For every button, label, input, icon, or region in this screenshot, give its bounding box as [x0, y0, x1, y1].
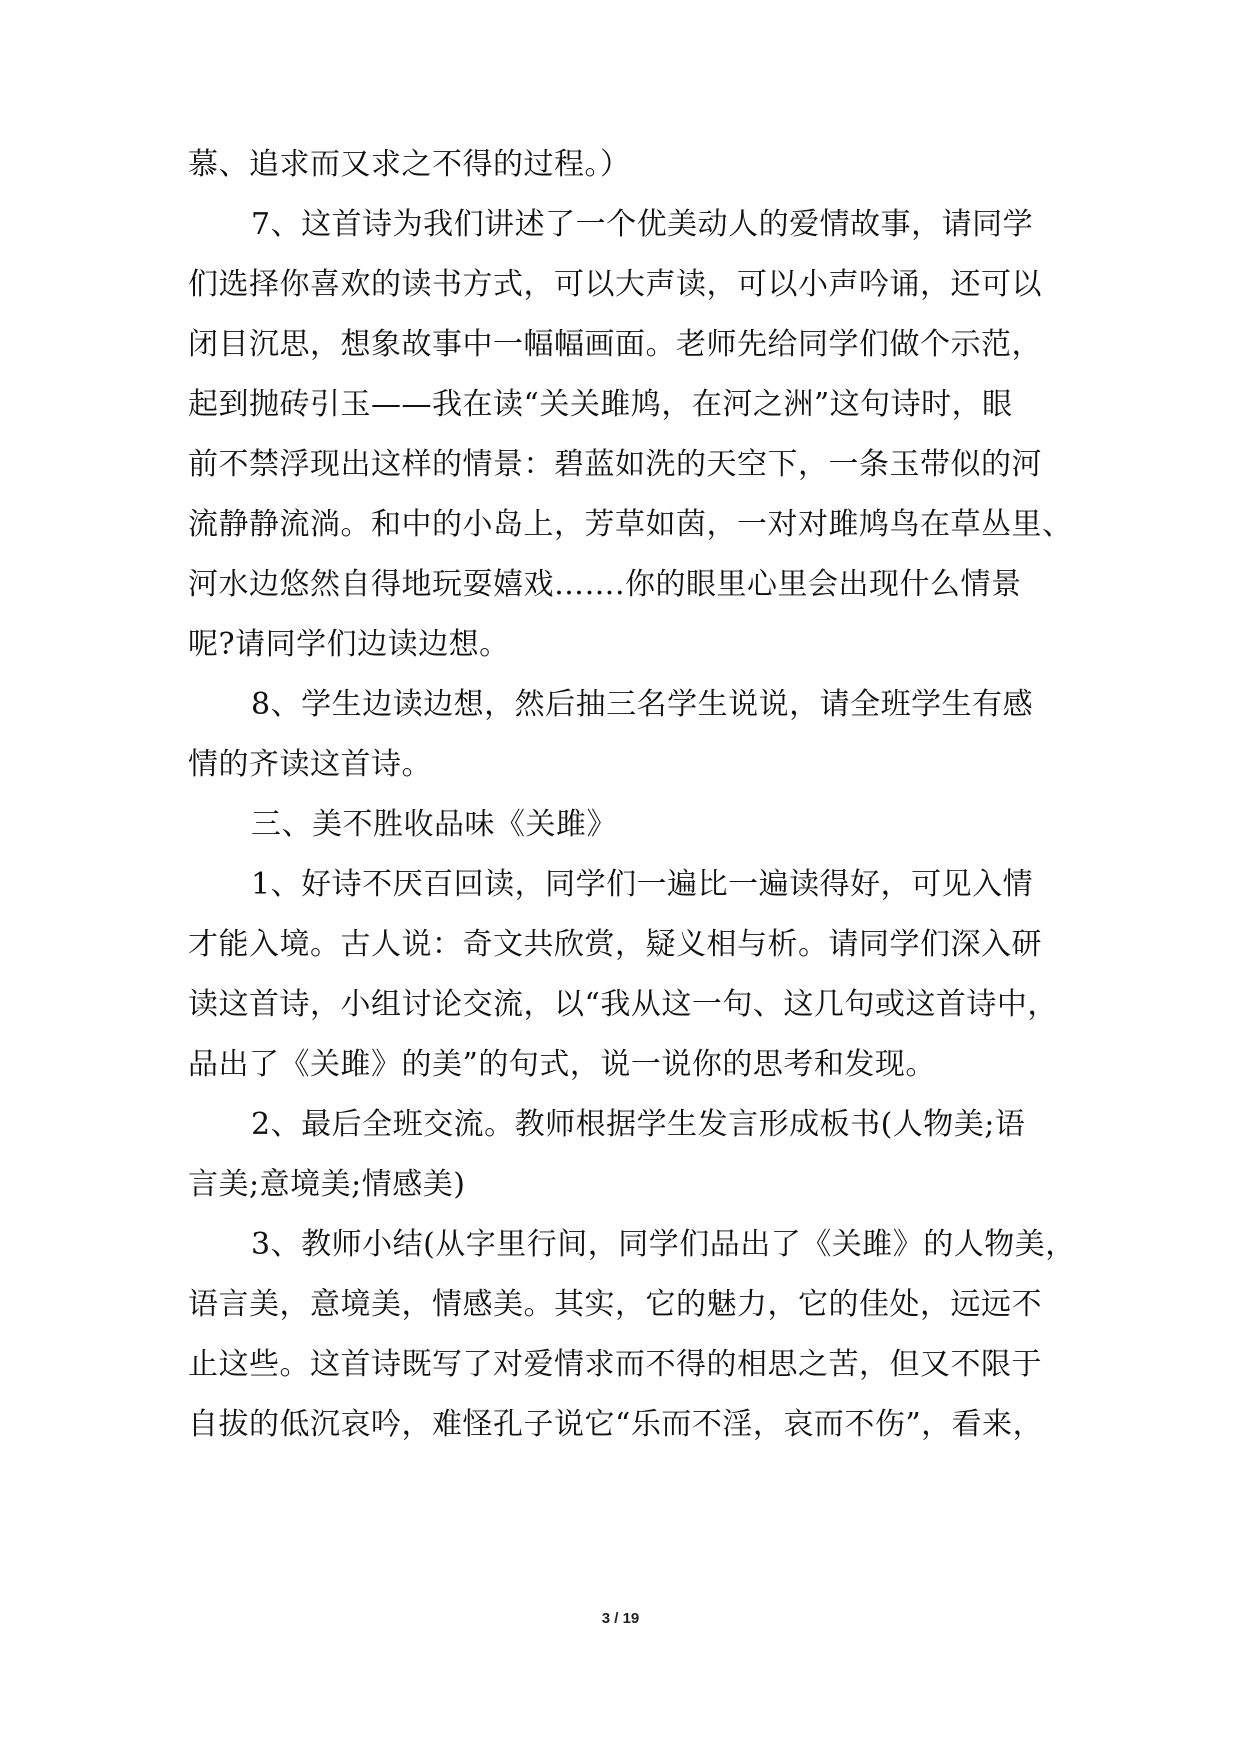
text-line: 2、最后全班交流。教师根据学生发言形成板书(人物美;语 [251, 1107, 1026, 1142]
text-line: 呢?请同学们边读边想。 [188, 627, 510, 662]
text-line: 读这首诗，小组讨论交流，以“我从这一句、这几句或这首诗中， [188, 987, 1058, 1022]
text-line: 前不禁浮现出这样的情景：碧蓝如洗的天空下，一条玉带似的河 [188, 447, 1042, 482]
text-line: 品出了《关雎》的美”的句式，说一说你的思考和发现。 [188, 1047, 936, 1082]
text-line: 自拔的低沉哀吟，难怪孔子说它“乐而不淫，哀而不伤”，看来， [188, 1407, 1044, 1442]
text-line: 闭目沉思，想象故事中一幅幅画面。老师先给同学们做个示范， [188, 327, 1042, 362]
page-number: 3 / 19 [601, 1610, 640, 1627]
text-line: 7、这首诗为我们讲述了一个优美动人的爱情故事，请同学 [251, 207, 1034, 242]
text-line: 河水边悠然自得地玩耍嬉戏…….你的眼里心里会出现什么情景 [188, 567, 1022, 602]
text-line: 言美;意境美;情感美) [188, 1167, 466, 1202]
text-line: 慕、追求而又求之不得的过程。） [188, 147, 631, 182]
text-line: 情的齐读这首诗。 [188, 747, 432, 782]
text-line: 们选择你喜欢的读书方式，可以大声读，可以小声吟诵，还可以 [188, 267, 1042, 302]
text-line: 8、学生边读边想，然后抽三名学生说说，请全班学生有感 [251, 687, 1034, 722]
text-line: 才能入境。古人说：奇文共欣赏，疑义相与析。请同学们深入研 [188, 927, 1042, 962]
text-line: 起到抛砖引玉——我在读“关关雎鸠，在河之洲”这句诗时，眼 [188, 387, 1013, 422]
section-heading: 三、美不胜收品味《关雎》 [251, 807, 617, 842]
text-line: 流静静流淌。和中的小岛上，芳草如茵，一对对雎鸠鸟在草丛里、 [188, 507, 1073, 542]
text-line: 1、好诗不厌百回读，同学们一遍比一遍读得好，可见入情 [251, 867, 1034, 902]
text-line: 3、教师小结(从字里行间，同学们品出了《关雎》的人物美， [251, 1227, 1076, 1262]
text-line: 语言美，意境美，情感美。其实，它的魅力，它的佳处，远远不 [188, 1287, 1042, 1322]
text-line: 止这些。这首诗既写了对爱情求而不得的相思之苦，但又不限于 [188, 1347, 1042, 1382]
